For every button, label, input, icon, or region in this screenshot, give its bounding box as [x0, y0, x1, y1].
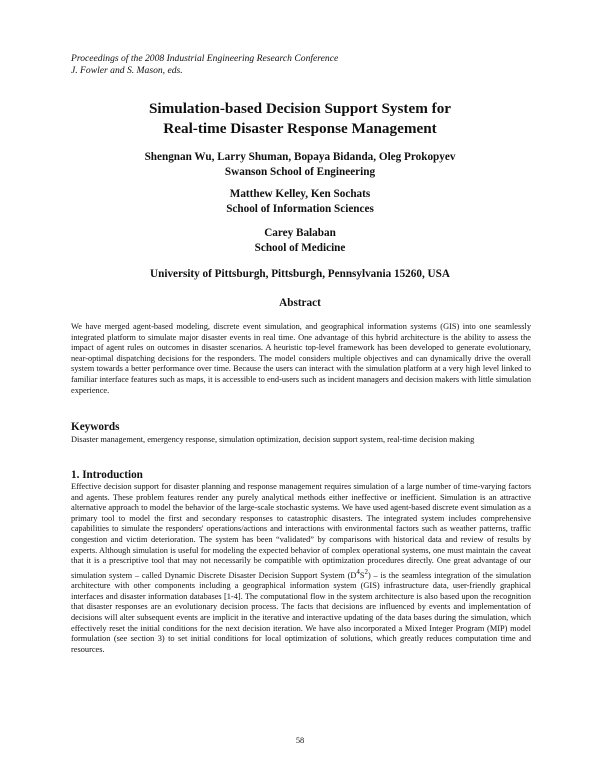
introduction-heading: 1. Introduction: [71, 469, 143, 481]
abstract-heading: Abstract: [279, 297, 321, 309]
university-affiliation: University of Pittsburgh, Pittsburgh, Pennsylvania 15260, USA: [150, 268, 450, 280]
intro-text-part-1: Effective decision support for disaster planning and response management requires simulation of a large number of time-varying factors and agents. These problem features render any purely analytical methods either ineffective or inefficient. Simulation is an attractive alternative approach to model the behavior of the large-scale stochastic systems. We have used agent-based discrete event simulation as a primary tool to model the first and secondary responses to catastrophic disasters. The integrated system includes comprehensive capabilities to simulate the responders' operations/actions and interactions with environmental factors such as weather patterns, traffic congestion and victim deterioration. The system has been “validated” by comparisons with historical data and review of results by experts. Although simulation is useful for modeling the expected behavior of complex operational systems, one must maintain the caveat that it is a prescriptive tool that may not necessarily be compatible with optimization procedures directly. One great advantage of our simulation system – called Dynamic Discrete Disaster Decision Support System (D: [71, 482, 531, 580]
title-line-1: Simulation-based Decision Support System for: [148, 100, 452, 117]
author-school: Swanson School of Engineering: [224, 165, 376, 178]
author-group-1: [0, 150, 600, 179]
keywords-text: Disaster management, emergency response, simulation optimization, decision support system, real-time decision making: [71, 435, 475, 444]
author-group-2: [0, 187, 600, 216]
keywords-heading: Keywords: [71, 421, 120, 433]
intro-superscript-2: 2: [364, 567, 368, 576]
author-group-3: [0, 226, 600, 255]
page-number: 58: [295, 736, 305, 745]
paper-title: [0, 99, 600, 139]
abstract-text: We have merged agent-based modeling, discrete event simulation, and geographical information systems (GIS) into one seamlessly integrated platform to simulate major disaster events in real time. One advantage of this hybrid architecture is the ability to assess the impact of agent rules on outcomes in disaster scenarios. A heuristic top-level framework has been developed to generate evolutionary, near-optimal dispatching decisions for the responders. The model considers multiple objectives and can dynamically drive the overall system towards a better performance over time. Because the users can interact with the simulation platform at a very high level linked to familiar interface features such as maps, it is accessible to end-users such as incident managers and decision makers with little simulation experience.: [71, 322, 531, 395]
author-names: Matthew Kelley, Ken Sochats: [229, 188, 371, 200]
author-school: School of Information Sciences: [226, 202, 374, 215]
intro-superscript-1: 4: [356, 567, 360, 576]
proceedings-header: [71, 53, 338, 77]
introduction-text: [71, 482, 531, 655]
title-line-2: Real-time Disaster Response Management: [163, 120, 437, 137]
author-names: Carey Balaban: [264, 227, 336, 239]
intro-text-mid: S: [359, 570, 365, 580]
proceedings-line-1: Proceedings of the 2008 Industrial Engineering Research Conference: [71, 53, 339, 64]
proceedings-line-2: J. Fowler and S. Mason, eds.: [71, 65, 183, 76]
intro-text-part-2: ) – is the seamless integration of the simulation architecture with other components including a geographical information system (GIS) infrastructure data, user-friendly graphical interfaces and disaster information databases [1-4]. The computational flow in the system architecture is also based upon the recognition that disaster responses are an evolutionary decision process. The facts that decisions are influenced by events and implementation of decisions will alter subsequent events are implicit in the iterative and interactive updating of the data bases during the simulation, which effectively reset the initial conditions for the next decision iteration. We have also incorporated a Mixed Integer Program (MIP) model formulation (see section 3) to set initial conditions for local optimization of solutions, which greatly reduces computation time and resources.: [71, 570, 531, 654]
author-names: Shengnan Wu, Larry Shuman, Bopaya Bidanda, Oleg Prokopyev: [144, 151, 456, 163]
author-school: School of Medicine: [254, 241, 346, 254]
